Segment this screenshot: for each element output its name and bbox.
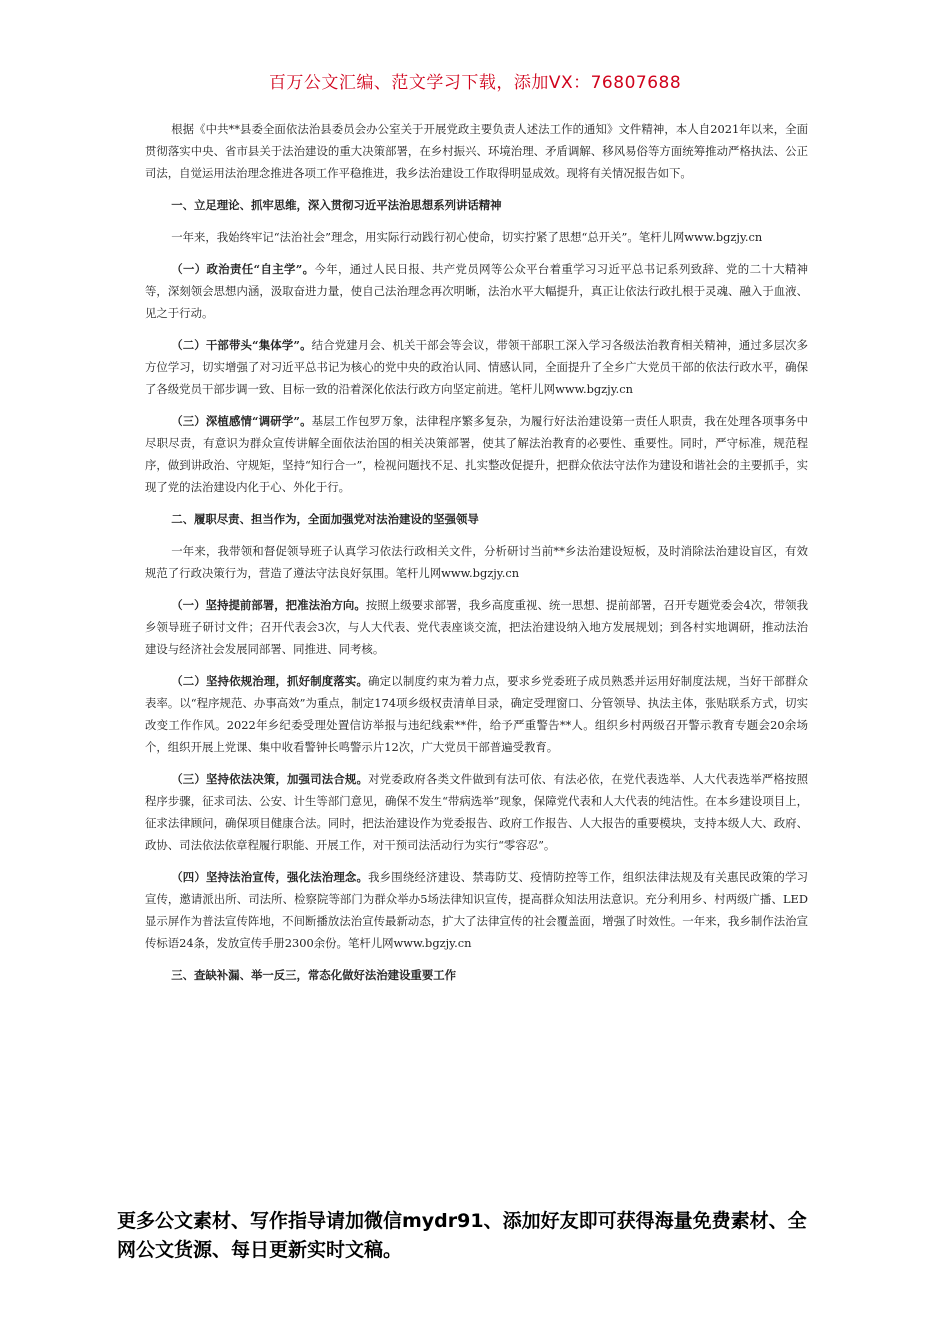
section-2-lead: 一年来，我带领和督促领导班子认真学习依法行政相关文件，分析研讨当前**乡法治建设短板，及时消除法治建设盲区，有效规范了行政决策行为，营造了遵法守法良好氛围。笔杆儿网www.bgzjy.cn	[145, 544, 808, 580]
item-body: 我乡围绕经济建设、禁毒防艾、疫情防控等工作，组织法律法规及有关惠民政策的学习宣传，邀请派出所、司法所、检察院等部门为群众举办5场法律知识宣传，提高群众知法用法意识。充分利用乡、村两级广播、LED显示屏作为普法宣传阵地，不间断播放法治宣传最新动态，扩大了法律宣传的社会覆盖面，增强了时效性。一年来，我乡制作法治宣传标语24条，发放宣传手册2300余份。笔杆儿网www.bgzjy.cn	[145, 870, 808, 950]
section-1-item-3	[145, 410, 808, 498]
section-2-item-3	[145, 768, 808, 856]
intro-paragraph: 根据《中共**县委全面依法治县委员会办公室关于开展党政主要负责人述法工作的通知》文件精神，本人自2021年以来，全面贯彻落实中央、省市县关于法治建设的重大决策部署，在乡村振兴、环境治理、矛盾调解、移风易俗等方面统筹推动严格执法、公正司法，自觉运用法治理念推进各项工作平稳推进，我乡法治建设工作取得明显成效。现将有关情况报告如下。	[145, 122, 808, 180]
promo-footer: 更多公文素材、写作指导请加微信mydr91、添加好友即可获得海量免费素材、全网公文货源、每日更新实时文稿。	[117, 1210, 807, 1261]
section-1-heading: 一、立足理论、抓牢思维，深入贯彻习近平法治思想系列讲话精神	[171, 198, 502, 212]
section-2-heading: 二、履职尽责、担当作为，全面加强党对法治建设的坚强领导	[171, 512, 479, 526]
item-title: （二）坚持依规治理，抓好制度落实。	[171, 674, 369, 688]
section-2-item-1	[145, 594, 808, 660]
item-body: 对党委政府各类文件做到有法可依、有法必依，在党代表选举、人大代表选举严格按照程序步骤，征求司法、公安、计生等部门意见，确保不发生“带病选举”现象，保障党代表和人大代表的纯洁性。在本乡建设项目上，征求法律顾问，确保项目健康合法。同时，把法治建设作为党委报告、政府工作报告、人大报告的重要模块，支持本级人大、政府、政协、司法依法依章程履行职能、开展工作，对干预司法活动行为实行“零容忍”。	[145, 772, 808, 852]
item-body: 确定以制度约束为着力点，要求乡党委班子成员熟悉并运用好制度法规，当好干部群众表率。以“程序规范、办事高效”为重点，制定174项乡级权责清单目录，确定受理窗口、分管领导、执法主体，张贴联系方式，切实改变工作作风。2022年乡纪委受理处置信访举报与违纪线索**件，给予严重警告**人。组织乡村两级召开警示教育专题会20余场个，组织开展上党课、集中收看警钟长鸣警示片12次，广大党员干部普遍受教育。	[145, 674, 808, 754]
item-body: 按照上级要求部署，我乡高度重视、统一思想、提前部署，召开专题党委会4次，带领我乡领导班子研讨文件；召开代表会3次，与人大代表、党代表座谈交流，把法治建设纳入地方发展规划；到各村实地调研，推动法治建设与经济社会发展同部署、同推进、同考核。	[145, 598, 809, 656]
item-body: 基层工作包罗万象，法律程序繁多复杂，为履行好法治建设第一责任人职责，我在处理各项事务中尽职尽责，有意识为群众宣传讲解全面依法治国的相关决策部署，使其了解法治教育的必要性、重要性。同时，严守标准，规范程序，做到讲政治、守规矩，坚持“知行合一”，检视问题找不足、扎实整改促提升，把群众依法守法作为建设和谐社会的主要抓手，实现了党的法治建设内化于心、外化于行。	[145, 414, 808, 494]
item-title: （一）坚持提前部署，把准法治方向。	[171, 598, 366, 612]
item-title: （二）干部带头“集体学”。	[171, 338, 312, 352]
section-2-item-4	[145, 866, 808, 954]
section-3-heading: 三、查缺补漏、举一反三，常态化做好法治建设重要工作	[171, 968, 456, 982]
document-body	[145, 118, 808, 996]
section-2-item-2	[145, 670, 808, 758]
promo-banner: 百万公文汇编、范文学习下载，添加VX：76807688	[268, 73, 682, 93]
item-title: （一）政治责任“自主学”。	[171, 262, 315, 276]
item-body: 结合党建月会、机关干部会等会议，带领干部职工深入学习各级法治教育相关精神，通过多层次多方位学习，切实增强了对习近平总书记为核心的党中央的政治认同、情感认同，全面提升了全乡广大党员干部的依法行政水平，确保了各级党员干部步调一致、目标一致的沿着深化依法行政方向坚定前进。笔杆儿网www.bgzjy.cn	[145, 338, 808, 396]
section-1-item-1	[145, 258, 808, 324]
item-title: （四）坚持法治宣传，强化法治理念。	[171, 870, 369, 884]
section-1-item-2	[145, 334, 808, 400]
item-title: （三）深植感情“调研学”。	[171, 414, 312, 428]
item-title: （三）坚持依法决策，加强司法合规。	[171, 772, 369, 786]
section-1-lead: 一年来，我始终牢记“法治社会”理念，用实际行动践行初心使命，切实拧紧了思想“总开关”。笔杆儿网www.bgzjy.cn	[171, 230, 763, 244]
item-body: 今年，通过人民日报、共产党员网等公众平台着重学习习近平总书记系列致辞、党的二十大精神等，深刻领会思想内涵，汲取奋进力量，使自己法治理念再次明晰，法治水平大幅提升，真正让依法行政扎根于灵魂、融入于血液、见之于行动。	[145, 262, 808, 320]
